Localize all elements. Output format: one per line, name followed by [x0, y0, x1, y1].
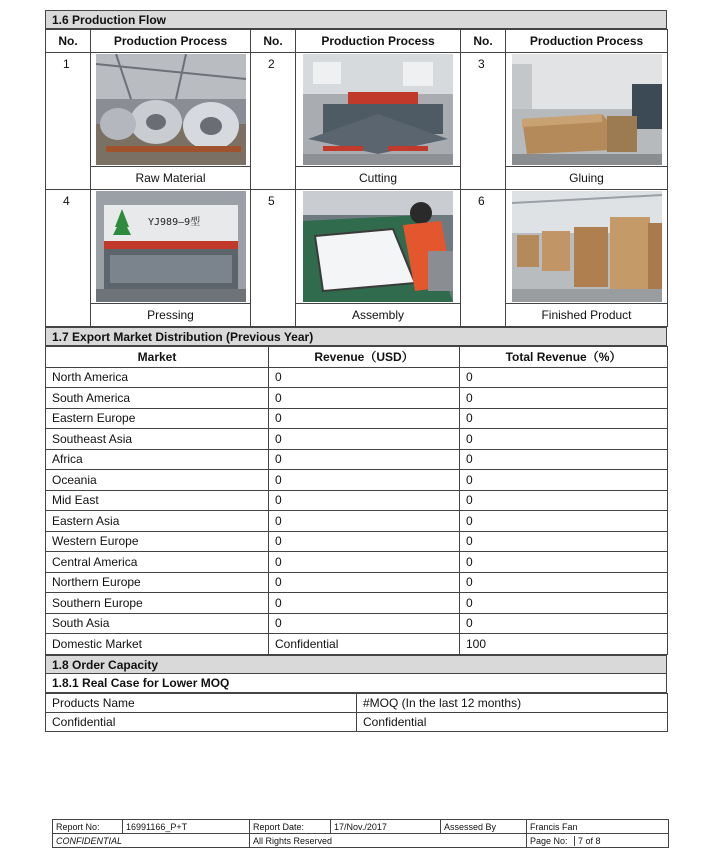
step-number: 5	[251, 190, 296, 327]
step-caption: Pressing	[91, 304, 251, 327]
step-number: 3	[461, 53, 506, 190]
market-row	[46, 634, 668, 655]
assembly-photo	[303, 191, 453, 302]
market-name-cell: South America	[46, 388, 269, 409]
revenue-cell: 0	[269, 429, 460, 450]
revenue-cell: 0	[269, 552, 460, 573]
cutting-photo	[303, 54, 453, 165]
section-title-export-market: 1.7 Export Market Distribution (Previous Year)	[45, 327, 667, 346]
section-title-order-capacity: 1.8 Order Capacity	[45, 655, 667, 674]
market-row	[46, 470, 668, 491]
page-number	[527, 834, 669, 848]
revenue-cell: 0	[269, 572, 460, 593]
market-row	[46, 552, 668, 573]
step-photo-cell	[91, 190, 251, 304]
total-revenue-cell: 0	[460, 490, 668, 511]
confidential-note: CONFIDENTIAL	[53, 834, 250, 848]
revenue-cell: 0	[269, 511, 460, 532]
market-name-cell: Southern Europe	[46, 593, 269, 614]
market-name-cell: Mid East	[46, 490, 269, 511]
market-name-cell: Oceania	[46, 470, 269, 491]
step-number: 6	[461, 190, 506, 327]
step-photo-cell	[506, 190, 668, 304]
market-row	[46, 531, 668, 552]
export-market-table	[45, 346, 668, 655]
flow-caption-row	[46, 304, 668, 327]
total-revenue-cell: 0	[460, 367, 668, 388]
market-row	[46, 511, 668, 532]
step-caption: Gluing	[506, 167, 668, 190]
col-process: Production Process	[506, 30, 668, 53]
assessed-by-label: Assessed By	[441, 820, 527, 834]
report-sheet	[45, 10, 667, 732]
revenue-cell: 0	[269, 388, 460, 409]
rights-note: All Rights Reserved	[250, 834, 527, 848]
assessed-by: Francis Fan	[527, 820, 669, 834]
market-row	[46, 388, 668, 409]
market-name-cell: Domestic Market	[46, 634, 269, 655]
market-row	[46, 593, 668, 614]
step-number: 1	[46, 53, 91, 190]
total-revenue-cell: 0	[460, 408, 668, 429]
products-name-value: Confidential	[46, 712, 357, 731]
total-revenue-cell: 0	[460, 388, 668, 409]
revenue-cell: 0	[269, 449, 460, 470]
revenue-cell: 0	[269, 408, 460, 429]
gluing-photo	[512, 54, 662, 165]
footer-row	[53, 820, 669, 834]
col-process: Production Process	[296, 30, 461, 53]
step-number: 2	[251, 53, 296, 190]
step-photo-cell	[506, 53, 668, 167]
step-caption: Finished Product	[506, 304, 668, 327]
col-no: No.	[251, 30, 296, 53]
col-total-revenue: Total Revenue（%）	[460, 347, 668, 368]
report-date: 17/Nov./2017	[331, 820, 441, 834]
footer-row	[53, 834, 669, 848]
market-row	[46, 613, 668, 634]
report-footer	[52, 819, 669, 848]
col-products-name: Products Name	[46, 693, 357, 712]
step-photo-cell	[91, 53, 251, 167]
market-header-row	[46, 347, 668, 368]
revenue-cell: Confidential	[269, 634, 460, 655]
step-caption: Raw Material	[91, 167, 251, 190]
col-revenue: Revenue（USD）	[269, 347, 460, 368]
order-data-row	[46, 712, 668, 731]
total-revenue-cell: 0	[460, 470, 668, 491]
market-row	[46, 408, 668, 429]
revenue-cell: 0	[269, 531, 460, 552]
step-photo-cell	[296, 53, 461, 167]
market-name-cell: Africa	[46, 449, 269, 470]
market-name-cell: Eastern Europe	[46, 408, 269, 429]
page-no-label: Page No:	[530, 835, 568, 846]
step-photo-cell	[296, 190, 461, 304]
machine-label: YJ989–9型	[147, 217, 200, 228]
revenue-cell: 0	[269, 470, 460, 491]
market-name-cell: Central America	[46, 552, 269, 573]
report-no-label: Report No:	[53, 820, 123, 834]
total-revenue-cell: 100	[460, 634, 668, 655]
market-name-cell: Northern Europe	[46, 572, 269, 593]
flow-image-row	[46, 53, 668, 167]
total-revenue-cell: 0	[460, 511, 668, 532]
col-no: No.	[46, 30, 91, 53]
market-row	[46, 449, 668, 470]
step-number: 4	[46, 190, 91, 327]
total-revenue-cell: 0	[460, 552, 668, 573]
revenue-cell: 0	[269, 367, 460, 388]
total-revenue-cell: 0	[460, 429, 668, 450]
total-revenue-cell: 0	[460, 531, 668, 552]
production-flow-table	[45, 29, 668, 327]
market-name-cell: Western Europe	[46, 531, 269, 552]
step-caption: Assembly	[296, 304, 461, 327]
col-market: Market	[46, 347, 269, 368]
col-process: Production Process	[91, 30, 251, 53]
subsection-title-lower-moq: 1.8.1 Real Case for Lower MOQ	[45, 674, 667, 693]
market-name-cell: Eastern Asia	[46, 511, 269, 532]
market-name-cell: South Asia	[46, 613, 269, 634]
order-capacity-table	[45, 693, 668, 732]
total-revenue-cell: 0	[460, 572, 668, 593]
section-title-production-flow: 1.6 Production Flow	[45, 10, 667, 29]
col-moq: #MOQ (In the last 12 months)	[357, 693, 668, 712]
page-no-value: 7 of 8	[574, 836, 601, 846]
flow-header-row	[46, 30, 668, 53]
step-caption: Cutting	[296, 167, 461, 190]
flow-image-row	[46, 190, 668, 304]
pressing-photo	[96, 191, 246, 302]
finished-product-photo	[512, 191, 662, 302]
moq-value: Confidential	[357, 712, 668, 731]
revenue-cell: 0	[269, 490, 460, 511]
order-header-row	[46, 693, 668, 712]
revenue-cell: 0	[269, 613, 460, 634]
col-no: No.	[461, 30, 506, 53]
revenue-cell: 0	[269, 593, 460, 614]
report-date-label: Report Date:	[250, 820, 331, 834]
total-revenue-cell: 0	[460, 613, 668, 634]
raw-material-photo	[96, 54, 246, 165]
market-row	[46, 429, 668, 450]
flow-caption-row	[46, 167, 668, 190]
market-row	[46, 490, 668, 511]
market-name-cell: North America	[46, 367, 269, 388]
total-revenue-cell: 0	[460, 593, 668, 614]
market-row	[46, 572, 668, 593]
report-no: 16991166_P+T	[123, 820, 250, 834]
market-row	[46, 367, 668, 388]
total-revenue-cell: 0	[460, 449, 668, 470]
market-name-cell: Southeast Asia	[46, 429, 269, 450]
market-rows	[46, 367, 668, 654]
